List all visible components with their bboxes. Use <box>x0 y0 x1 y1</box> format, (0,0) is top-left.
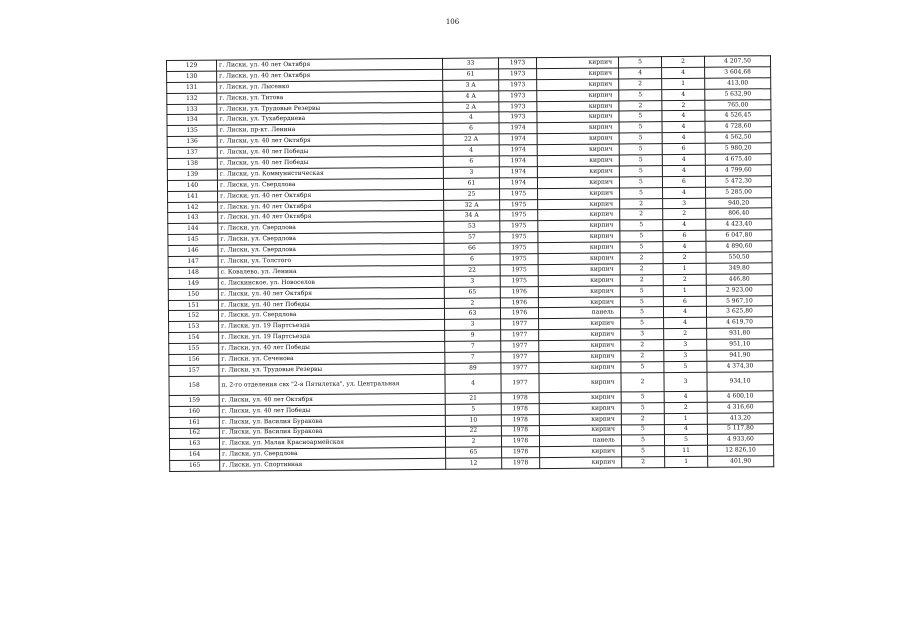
address-cell: с. Лискинское, ул. Новоселов <box>218 276 444 289</box>
house-number-cell: 4 <box>443 145 499 156</box>
row-number: 157 <box>169 365 219 376</box>
wall-material-cell: кирпич <box>537 101 619 113</box>
house-number-cell: 4 <box>443 112 499 123</box>
floors-cell: 2 <box>620 198 663 209</box>
house-number-cell: 33 <box>442 58 498 69</box>
year-built-cell: 1975 <box>500 232 538 243</box>
address-cell: г. Лиски, ул. 40 лет Победы <box>217 145 443 158</box>
area-cell: 3 604,68 <box>705 67 771 78</box>
area-cell: 6 047,80 <box>706 230 772 241</box>
area-cell: 349,80 <box>706 263 772 274</box>
year-built-cell: 1975 <box>500 243 538 254</box>
area-cell: 3 625,80 <box>706 306 772 317</box>
wall-material-cell: кирпич <box>538 220 620 232</box>
floors-cell: 5 <box>621 391 664 402</box>
housing-register-table <box>166 55 774 472</box>
row-number: 141 <box>168 191 218 202</box>
wall-material-cell: кирпич <box>539 362 621 374</box>
year-built-cell: 1975 <box>500 221 538 232</box>
area-cell: 401,90 <box>708 456 774 467</box>
house-number-cell: 66 <box>444 243 500 254</box>
row-number: 133 <box>167 104 217 115</box>
address-cell: г. Лиски, ул. Свердлова <box>218 243 444 256</box>
year-built-cell: 1977 <box>501 373 539 392</box>
house-number-cell: 6 <box>443 156 499 167</box>
year-built-cell: 1974 <box>499 177 537 188</box>
house-number-cell: 22 <box>444 265 500 276</box>
row-number: 136 <box>167 136 217 147</box>
address-cell: г. Лиски, ул. Лысенко <box>217 80 443 93</box>
row-number: 161 <box>169 417 219 428</box>
row-number: 160 <box>169 406 219 417</box>
floors-cell: 2 <box>621 372 664 391</box>
floors-cell: 5 <box>618 57 661 68</box>
address-cell: г. Лиски, ул. Свердлова <box>218 222 444 235</box>
entrances-cell: 4 <box>662 154 705 165</box>
area-cell: 4 799,60 <box>705 165 771 176</box>
address-cell: г. Лиски, пр-кт. Ленина <box>217 124 443 137</box>
entrances-cell: 4 <box>663 220 706 231</box>
wall-material-cell: кирпич <box>540 457 622 469</box>
area-cell: 413,20 <box>707 412 773 423</box>
entrances-cell: 3 <box>664 350 707 361</box>
address-cell: г. Лиски, ул. Свердлова <box>218 233 444 246</box>
area-cell: 5 632,90 <box>705 88 771 99</box>
house-number-cell: 65 <box>446 447 502 458</box>
wall-material-cell: кирпич <box>539 414 621 426</box>
row-number: 139 <box>167 169 217 180</box>
wall-material-cell: кирпич <box>538 188 620 200</box>
floors-cell: 5 <box>620 242 663 253</box>
address-cell: г. Лиски, ул. 40 лет Октября <box>219 393 445 406</box>
address-cell: г. Лиски, ул. Свердлова <box>220 448 446 461</box>
row-number: 144 <box>168 223 218 234</box>
floors-cell: 2 <box>621 340 664 351</box>
house-number-cell: 22 <box>445 425 501 436</box>
address-cell: г. Лиски, ул. Свердлова <box>218 309 444 322</box>
wall-material-cell: кирпич <box>538 275 620 287</box>
house-number-cell: 22 А <box>443 134 499 145</box>
floors-cell: 2 <box>622 457 665 468</box>
floors-cell: 2 <box>621 413 664 424</box>
address-cell: г. Лиски, ул. 40 лет Победы <box>219 404 445 417</box>
entrances-cell: 1 <box>665 456 708 467</box>
table-body <box>167 56 774 472</box>
address-cell: г. Лиски, ул. Толстого <box>218 254 444 267</box>
entrances-cell: 1 <box>663 285 706 296</box>
year-built-cell: 1978 <box>501 403 539 414</box>
wall-material-cell: кирпич <box>539 392 621 404</box>
entrances-cell: 1 <box>662 78 705 89</box>
house-number-cell: 5 <box>445 404 501 415</box>
floors-cell: 5 <box>619 111 662 122</box>
entrances-cell: 2 <box>661 56 704 67</box>
wall-material-cell: кирпич <box>537 177 619 189</box>
address-cell: г. Лиски, ул. Трудовые Резервы <box>219 363 445 376</box>
area-cell: 4 316,60 <box>707 401 773 412</box>
wall-material-cell: кирпич <box>537 68 619 80</box>
address-cell: г. Лиски, ул. Титова <box>217 91 443 104</box>
wall-material-cell: кирпич <box>536 57 618 69</box>
entrances-cell: 4 <box>662 67 705 78</box>
floors-cell: 5 <box>620 307 663 318</box>
area-cell: 4 728,60 <box>705 121 771 132</box>
area-cell: 4 619,70 <box>707 317 773 328</box>
house-number-cell: 34 А <box>444 210 500 221</box>
row-number: 154 <box>169 332 219 343</box>
address-cell: г. Лиски, ул. Василия Буракова <box>219 426 445 439</box>
entrances-cell: 2 <box>662 100 705 111</box>
year-built-cell: 1973 <box>499 68 537 79</box>
row-number: 150 <box>168 289 218 300</box>
area-cell: 940,20 <box>706 197 772 208</box>
year-built-cell: 1975 <box>500 275 538 286</box>
area-cell: 446,80 <box>706 274 772 285</box>
address-cell: с. Ковалево, ул. Ленина <box>218 265 444 278</box>
entrances-cell: 4 <box>662 122 705 133</box>
wall-material-cell: панель <box>539 435 621 447</box>
address-cell: г. Лиски, ул. 40 лет Октября <box>218 200 444 213</box>
address-cell: г. Лиски, ул. 40 лет Октября <box>218 189 444 202</box>
year-built-cell: 1978 <box>501 392 539 403</box>
wall-material-cell: кирпич <box>539 403 621 415</box>
row-number: 138 <box>167 158 217 169</box>
row-number: 149 <box>168 278 218 289</box>
row-number: 130 <box>167 71 217 82</box>
year-built-cell: 1977 <box>501 341 539 352</box>
wall-material-cell: кирпич <box>538 242 620 254</box>
year-built-cell: 1976 <box>500 297 538 308</box>
house-number-cell: 3 <box>444 276 500 287</box>
year-built-cell: 1973 <box>499 79 537 90</box>
row-number: 142 <box>168 202 218 213</box>
floors-cell: 5 <box>621 318 664 329</box>
year-built-cell: 1978 <box>502 447 540 458</box>
address-cell: г. Лиски, ул. Малая Красноармейская <box>219 437 445 450</box>
entrances-cell: 4 <box>663 241 706 252</box>
row-number: 140 <box>167 180 217 191</box>
house-number-cell: 2 <box>444 297 500 308</box>
area-cell: 931,80 <box>707 328 773 339</box>
house-number-cell: 21 <box>445 393 501 404</box>
house-number-cell: 7 <box>445 341 501 352</box>
house-number-cell: 2 <box>445 436 501 447</box>
address-cell: г. Лиски, ул. Свердлова <box>217 178 443 191</box>
address-cell: г. Лиски, ул. 40 лет Октября <box>218 211 444 224</box>
floors-cell: 5 <box>620 187 663 198</box>
address-cell: г. Лиски, ул. Трудовые Резервы <box>217 102 443 115</box>
row-number: 158 <box>169 376 219 395</box>
house-number-cell: 32 А <box>444 199 500 210</box>
year-built-cell: 1974 <box>499 156 537 167</box>
year-built-cell: 1977 <box>501 363 539 374</box>
year-built-cell: 1973 <box>498 58 536 69</box>
address-cell: г. Лиски, ул. Коммунистическая <box>217 167 443 180</box>
entrances-cell: 5 <box>664 435 707 446</box>
area-cell: 934,10 <box>707 372 773 392</box>
year-built-cell: 1975 <box>500 254 538 265</box>
wall-material-cell: кирпич <box>537 111 619 123</box>
area-cell: 413,00 <box>705 78 771 89</box>
area-cell: 4 890,60 <box>706 241 772 252</box>
address-cell: г. Лиски, ул. Спортивная <box>220 458 446 471</box>
wall-material-cell: кирпич <box>537 122 619 134</box>
row-number: 143 <box>168 213 218 224</box>
row-number: 135 <box>167 125 217 136</box>
year-built-cell: 1974 <box>499 166 537 177</box>
row-number: 153 <box>169 321 219 332</box>
area-cell: 4 600,10 <box>707 391 773 402</box>
year-built-cell: 1978 <box>501 425 539 436</box>
wall-material-cell: кирпич <box>537 133 619 145</box>
wall-material-cell: кирпич <box>537 155 619 167</box>
entrances-cell: 6 <box>662 143 705 154</box>
row-number: 134 <box>167 115 217 126</box>
floors-cell: 5 <box>620 296 663 307</box>
house-number-cell: 89 <box>445 363 501 374</box>
area-cell: 941,90 <box>707 350 773 361</box>
entrances-cell: 4 <box>664 391 707 402</box>
area-cell: 5 117,80 <box>707 423 773 434</box>
entrances-cell: 1 <box>664 413 707 424</box>
row-number: 151 <box>168 300 218 311</box>
wall-material-cell: кирпич <box>537 79 619 91</box>
row-number: 131 <box>167 82 217 93</box>
entrances-cell: 6 <box>663 296 706 307</box>
year-built-cell: 1975 <box>500 199 538 210</box>
entrances-cell: 2 <box>663 274 706 285</box>
house-number-cell: 53 <box>444 221 500 232</box>
address-cell: г. Лиски, ул. Тухабердиева <box>217 113 443 126</box>
entrances-cell: 4 <box>664 318 707 329</box>
wall-material-cell: кирпич <box>537 90 619 102</box>
entrances-cell: 2 <box>664 402 707 413</box>
page-number: 106 <box>445 18 460 26</box>
house-number-cell: 10 <box>445 414 501 425</box>
row-number: 147 <box>168 256 218 267</box>
entrances-cell: 1 <box>663 263 706 274</box>
entrances-cell: 3 <box>663 198 706 209</box>
house-number-cell: 61 <box>443 178 499 189</box>
floors-cell: 5 <box>619 133 662 144</box>
year-built-cell: 1975 <box>500 210 538 221</box>
floors-cell: 2 <box>620 264 663 275</box>
year-built-cell: 1974 <box>499 123 537 134</box>
wall-material-cell: кирпич <box>538 199 620 211</box>
entrances-cell: 4 <box>663 187 706 198</box>
wall-material-cell: кирпич <box>540 446 622 458</box>
floors-cell: 5 <box>620 285 663 296</box>
floors-cell: 4 <box>619 67 662 78</box>
entrances-cell: 4 <box>664 424 707 435</box>
year-built-cell: 1976 <box>500 286 538 297</box>
year-built-cell: 1974 <box>499 145 537 156</box>
house-number-cell: 9 <box>445 330 501 341</box>
row-number: 163 <box>169 438 219 449</box>
floors-cell: 2 <box>620 209 663 220</box>
area-cell: 4 526,45 <box>705 110 771 121</box>
address-cell: г. Лиски, ул. 19 Партсъезда <box>219 320 445 333</box>
floors-cell: 3 <box>621 329 664 340</box>
row-number: 146 <box>168 245 218 256</box>
address-cell: г. Лиски, ул. 40 лет Победы <box>219 341 445 354</box>
wall-material-cell: кирпич <box>538 253 620 265</box>
house-number-cell: 4 <box>445 374 501 393</box>
area-cell: 4 933,60 <box>707 434 773 445</box>
wall-material-cell: кирпич <box>539 351 621 363</box>
entrances-cell: 2 <box>663 252 706 263</box>
floors-cell: 5 <box>620 231 663 242</box>
wall-material-cell: кирпич <box>539 373 621 393</box>
address-cell: г. Лиски, ул. 40 лет Октября <box>217 58 443 71</box>
address-cell: г. Лиски, ул. 40 лет Октября <box>217 135 443 148</box>
wall-material-cell: кирпич <box>538 209 620 221</box>
floors-cell: 5 <box>619 166 662 177</box>
row-number: 165 <box>170 460 220 471</box>
entrances-cell: 4 <box>662 165 705 176</box>
floors-cell: 2 <box>620 253 663 264</box>
year-built-cell: 1973 <box>499 112 537 123</box>
entrances-cell: 5 <box>664 361 707 372</box>
floors-cell: 2 <box>619 78 662 89</box>
year-built-cell: 1973 <box>499 101 537 112</box>
year-built-cell: 1976 <box>500 308 538 319</box>
house-number-cell: 2 А <box>443 101 499 112</box>
year-built-cell: 1975 <box>500 265 538 276</box>
year-built-cell: 1973 <box>499 90 537 101</box>
floors-cell: 5 <box>619 144 662 155</box>
area-cell: 951,10 <box>707 339 773 350</box>
area-cell: 5 285,00 <box>706 186 772 197</box>
row-number: 132 <box>167 93 217 104</box>
entrances-cell: 2 <box>663 209 706 220</box>
year-built-cell: 1977 <box>501 319 539 330</box>
wall-material-cell: кирпич <box>538 297 620 309</box>
year-built-cell: 1978 <box>502 458 540 469</box>
entrances-cell: 3 <box>664 339 707 350</box>
wall-material-cell: кирпич <box>538 231 620 243</box>
year-built-cell: 1974 <box>499 134 537 145</box>
floors-cell: 5 <box>619 89 662 100</box>
house-number-cell: 57 <box>444 232 500 243</box>
floors-cell: 5 <box>622 446 665 457</box>
address-cell: г. Лиски, ул. 40 лет Победы <box>217 156 443 169</box>
wall-material-cell: кирпич <box>539 340 621 352</box>
floors-cell: 5 <box>619 122 662 133</box>
entrances-cell: 4 <box>663 307 706 318</box>
area-cell: 4 675,40 <box>705 154 771 165</box>
house-number-cell: 63 <box>444 308 500 319</box>
wall-material-cell: кирпич <box>537 144 619 156</box>
area-cell: 806,40 <box>706 208 772 219</box>
address-cell: г. Лиски, ул. 19 Партсъезда <box>219 331 445 344</box>
floors-cell: 5 <box>620 220 663 231</box>
area-cell: 12 826,10 <box>708 445 774 456</box>
address-cell: г. Лиски, ул. 40 лет Октября <box>218 287 444 300</box>
wall-material-cell: кирпич <box>539 424 621 436</box>
house-number-cell: 3 <box>445 319 501 330</box>
area-cell: 5 472,30 <box>705 176 771 187</box>
wall-material-cell: кирпич <box>539 318 621 330</box>
entrances-cell: 6 <box>663 231 706 242</box>
floors-cell: 5 <box>621 362 664 373</box>
area-cell: 4 374,30 <box>707 361 773 372</box>
house-number-cell: 61 <box>443 69 499 80</box>
house-number-cell: 3 А <box>443 80 499 91</box>
house-number-cell: 6 <box>444 254 500 265</box>
area-cell: 765,00 <box>705 99 771 110</box>
address-cell: г. Лиски, ул. Василия Буракова <box>219 415 445 428</box>
wall-material-cell: кирпич <box>538 264 620 276</box>
entrances-cell: 3 <box>664 372 707 391</box>
floors-cell: 2 <box>619 100 662 111</box>
row-number: 152 <box>168 311 218 322</box>
year-built-cell: 1978 <box>501 414 539 425</box>
area-cell: 2 923,00 <box>706 284 772 295</box>
row-number: 156 <box>169 354 219 365</box>
floors-cell: 5 <box>619 155 662 166</box>
area-cell: 4 562,50 <box>705 132 771 143</box>
floors-cell: 2 <box>620 274 663 285</box>
house-number-cell: 25 <box>444 189 500 200</box>
row-number: 137 <box>167 147 217 158</box>
address-cell: г. Лиски, ул. Сеченова <box>219 352 445 365</box>
house-number-cell: 12 <box>446 458 502 469</box>
house-number-cell: 65 <box>444 287 500 298</box>
entrances-cell: 4 <box>662 89 705 100</box>
floors-cell: 5 <box>619 176 662 187</box>
year-built-cell: 1978 <box>501 436 539 447</box>
year-built-cell: 1975 <box>500 188 538 199</box>
entrances-cell: 6 <box>662 176 705 187</box>
floors-cell: 5 <box>621 424 664 435</box>
house-number-cell: 7 <box>445 352 501 363</box>
area-cell: 5 980,20 <box>705 143 771 154</box>
year-built-cell: 1977 <box>501 352 539 363</box>
house-number-cell: 6 <box>443 123 499 134</box>
entrances-cell: 4 <box>662 111 705 122</box>
area-cell: 5 967,10 <box>706 295 772 306</box>
row-number: 148 <box>168 267 218 278</box>
wall-material-cell: кирпич <box>539 329 621 341</box>
floors-cell: 2 <box>621 351 664 362</box>
address-cell: п. 2-го отделения свх "2-я Пятилетка", ул. Центральная <box>219 374 445 395</box>
row-number: 162 <box>169 428 219 439</box>
entrances-cell: 4 <box>662 133 705 144</box>
floors-cell: 5 <box>621 402 664 413</box>
address-cell: г. Лиски, ул. 40 лет Октября <box>217 69 443 82</box>
year-built-cell: 1977 <box>501 330 539 341</box>
floors-cell: 5 <box>621 435 664 446</box>
entrances-cell: 2 <box>664 329 707 340</box>
row-number: 159 <box>169 395 219 406</box>
wall-material-cell: кирпич <box>538 286 620 298</box>
row-number: 129 <box>167 60 217 71</box>
area-cell: 550,50 <box>706 252 772 263</box>
row-number: 145 <box>168 234 218 245</box>
area-cell: 4 423,40 <box>706 219 772 230</box>
entrances-cell: 11 <box>665 446 708 457</box>
address-cell: г. Лиски, ул. 40 лет Победы <box>218 298 444 311</box>
area-cell: 4 207,50 <box>704 56 770 67</box>
wall-material-cell: кирпич <box>537 166 619 178</box>
house-number-cell: 4 А <box>443 91 499 102</box>
house-number-cell: 3 <box>443 167 499 178</box>
row-number: 164 <box>170 449 220 460</box>
row-number: 155 <box>169 343 219 354</box>
wall-material-cell: панель <box>538 307 620 319</box>
